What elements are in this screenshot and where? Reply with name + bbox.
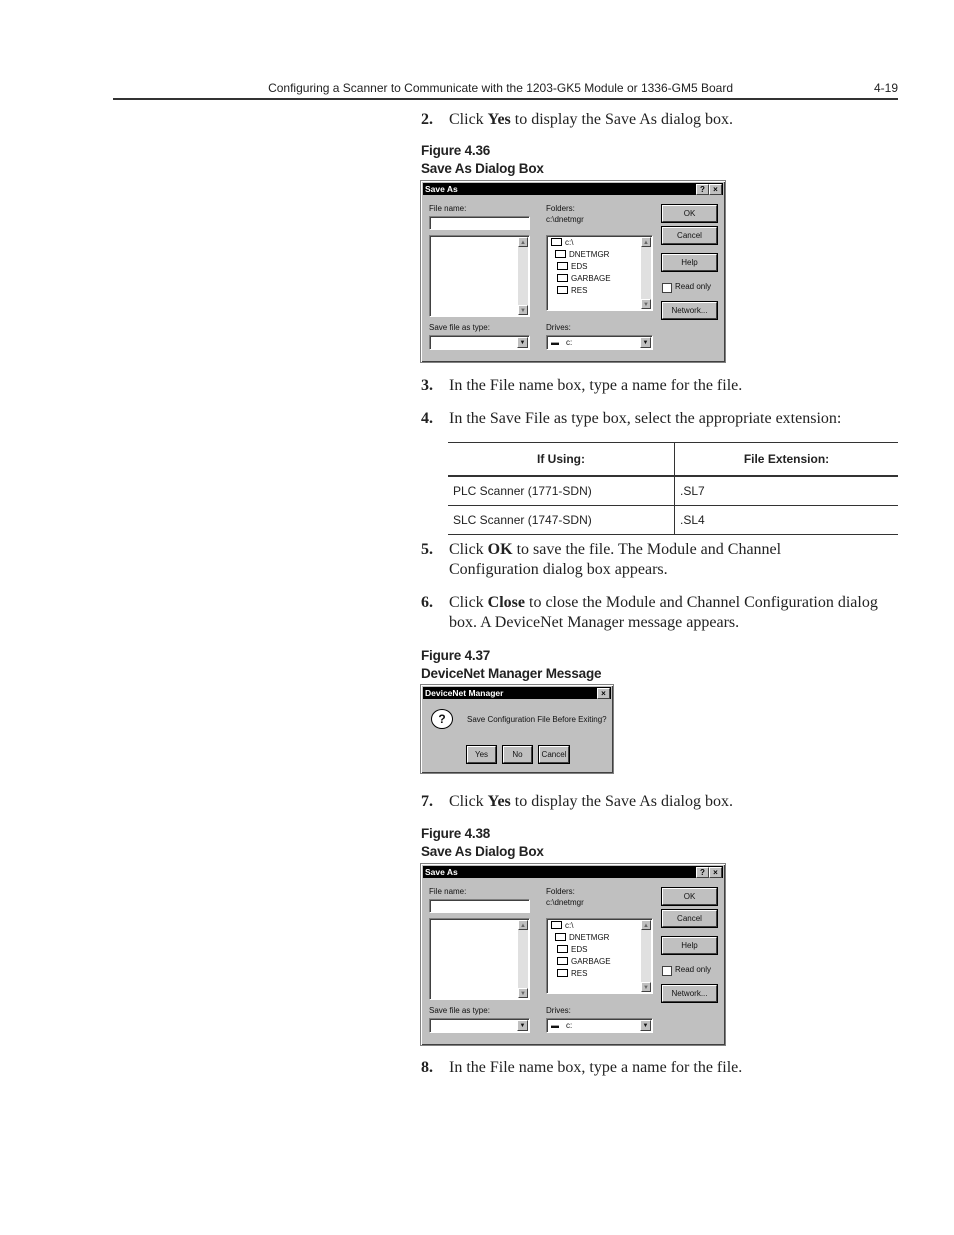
folder-item[interactable]: DNETMGR [555, 249, 609, 261]
figure-title: DeviceNet Manager Message [421, 666, 602, 681]
dialog-title: Save As [425, 867, 458, 877]
no-button[interactable]: No [503, 746, 532, 763]
folder-item[interactable]: DNETMGR [555, 932, 609, 944]
table-cell: SLC Scanner (1747-SDN) [448, 506, 675, 535]
file-name-input[interactable] [429, 899, 530, 913]
dialog-titlebar [423, 866, 723, 878]
dialog-title: Save As [425, 184, 458, 194]
table-cell: .SL4 [675, 506, 899, 535]
open-folder-icon [555, 933, 566, 941]
table-cell: .SL7 [675, 476, 899, 506]
file-list-scrollbar[interactable] [518, 237, 528, 315]
table-row [448, 506, 898, 535]
folder-item[interactable]: EDS [557, 261, 587, 273]
file-list[interactable] [429, 235, 530, 317]
drives-label: Drives: [546, 323, 571, 332]
save-as-dialog [420, 863, 726, 1046]
file-name-input[interactable] [429, 216, 530, 230]
chevron-down-icon[interactable]: ▼ [517, 1020, 528, 1031]
scroll-down-icon[interactable]: ▼ [518, 305, 528, 315]
open-folder-icon [555, 250, 566, 258]
save-as-dialog [420, 180, 726, 363]
open-folder-icon [551, 238, 562, 246]
step-number: 3. [421, 377, 433, 394]
help-title-button[interactable]: ? [696, 184, 709, 195]
current-path: c:\dnetmgr [546, 215, 584, 224]
running-header-title: Configuring a Scanner to Communicate with the 1203-GK5 Module or 1336-GM5 Board [268, 81, 733, 95]
file-list-scrollbar[interactable] [518, 920, 528, 998]
file-name-label: File name: [429, 887, 467, 896]
file-list[interactable] [429, 918, 530, 1000]
folders-label: Folders: [546, 887, 575, 896]
message-dialog [420, 684, 614, 774]
page-number: 4-19 [873, 81, 898, 95]
step-text: Click Close to close the Module and Channel Configuration dialog box. A DeviceNet Manager message appears. [449, 594, 878, 631]
folder-icon [557, 945, 568, 953]
folder-item[interactable]: EDS [557, 944, 587, 956]
scroll-up-icon[interactable]: ▲ [518, 920, 528, 930]
folder-list[interactable] [546, 235, 653, 311]
step-text: Click Yes to display the Save As dialog box. [449, 111, 733, 128]
extension-table [448, 442, 898, 535]
figure-title: Save As Dialog Box [421, 844, 544, 859]
read-only-label: Read only [675, 282, 712, 291]
step-5 [421, 540, 891, 580]
scroll-down-icon[interactable]: ▼ [641, 299, 651, 309]
column-header: File Extension: [675, 443, 899, 477]
network-button[interactable]: Network... [662, 302, 717, 319]
folder-item[interactable]: c:\ [551, 920, 573, 932]
figure-number: Figure 4.38 [421, 826, 491, 841]
step-6 [421, 593, 891, 633]
drive-value: c: [566, 1021, 573, 1030]
cancel-button[interactable]: Cancel [539, 746, 569, 763]
figure-caption [421, 825, 544, 861]
folder-icon [557, 957, 568, 965]
table-cell: PLC Scanner (1771-SDN) [448, 476, 675, 506]
file-name-label: File name: [429, 204, 467, 213]
table-header-row [448, 443, 898, 477]
read-only-checkbox[interactable] [662, 283, 672, 293]
folder-item[interactable]: RES [557, 285, 587, 297]
folder-item[interactable]: RES [557, 968, 587, 980]
folder-item[interactable]: c:\ [551, 237, 573, 249]
drives-select[interactable] [546, 1018, 653, 1033]
scroll-up-icon[interactable]: ▲ [641, 920, 651, 930]
read-only-checkbox[interactable] [662, 966, 672, 976]
step-text: Click OK to save the file. The Module and Channel Configuration dialog box appears. [449, 541, 782, 578]
save-type-select[interactable] [429, 1018, 530, 1033]
step-number: 6. [421, 594, 433, 611]
save-type-label: Save file as type: [429, 1006, 490, 1015]
message-text: Save Configuration File Before Exiting? [467, 715, 607, 724]
drive-value: c: [566, 338, 573, 347]
question-icon: ? [431, 709, 453, 729]
figure-caption [421, 142, 544, 178]
step-number: 5. [421, 541, 433, 558]
dialog-title: DeviceNet Manager [425, 688, 504, 698]
step-number: 2. [421, 111, 433, 128]
folder-item[interactable]: GARBAGE [557, 273, 611, 285]
step-text: Click Yes to display the Save As dialog box. [449, 793, 733, 810]
drive-icon: ▬ [551, 338, 559, 347]
column-header: If Using: [448, 443, 675, 477]
network-button[interactable]: Network... [662, 985, 717, 1002]
chevron-down-icon[interactable]: ▼ [640, 1020, 651, 1031]
step-text: In the File name box, type a name for the file. [449, 1059, 743, 1076]
scroll-down-icon[interactable]: ▼ [518, 988, 528, 998]
folder-icon [557, 262, 568, 270]
step-number: 7. [421, 793, 433, 810]
help-button[interactable]: Help [662, 254, 717, 271]
step-number: 4. [421, 410, 433, 427]
chevron-down-icon[interactable]: ▼ [640, 337, 651, 348]
chevron-down-icon[interactable]: ▼ [517, 337, 528, 348]
step-text: In the Save File as type box, select the appropriate extension: [449, 410, 842, 427]
close-title-button[interactable]: × [709, 184, 722, 195]
ok-button[interactable]: OK [662, 205, 717, 222]
open-folder-icon [551, 921, 562, 929]
figure-number: Figure 4.36 [421, 143, 491, 158]
step-text: In the File name box, type a name for the file. [449, 377, 743, 394]
ok-button[interactable]: OK [662, 888, 717, 905]
close-title-button[interactable]: × [597, 688, 610, 699]
figure-caption [421, 647, 601, 683]
folder-icon [557, 286, 568, 294]
save-type-label: Save file as type: [429, 323, 490, 332]
help-button[interactable]: Help [662, 937, 717, 954]
folder-icon [557, 969, 568, 977]
drives-label: Drives: [546, 1006, 571, 1015]
drive-icon: ▬ [551, 1021, 559, 1030]
figure-title: Save As Dialog Box [421, 161, 544, 176]
folder-list[interactable] [546, 918, 653, 994]
folders-label: Folders: [546, 204, 575, 213]
help-title-button[interactable]: ? [696, 867, 709, 878]
step-number: 8. [421, 1059, 433, 1076]
scroll-down-icon[interactable]: ▼ [641, 982, 651, 992]
save-type-select[interactable] [429, 335, 530, 350]
current-path: c:\dnetmgr [546, 898, 584, 907]
cancel-button[interactable]: Cancel [662, 910, 717, 927]
folder-list-scrollbar[interactable] [641, 237, 651, 309]
cancel-button[interactable]: Cancel [662, 227, 717, 244]
drives-select[interactable] [546, 335, 653, 350]
scroll-up-icon[interactable]: ▲ [518, 237, 528, 247]
yes-button[interactable]: Yes [467, 746, 496, 763]
dialog-titlebar [423, 687, 611, 699]
dialog-titlebar [423, 183, 723, 195]
read-only-label: Read only [675, 965, 712, 974]
close-title-button[interactable]: × [709, 867, 722, 878]
folder-item[interactable]: GARBAGE [557, 956, 611, 968]
header-rule [113, 98, 898, 100]
scroll-up-icon[interactable]: ▲ [641, 237, 651, 247]
table-row [448, 476, 898, 506]
figure-number: Figure 4.37 [421, 648, 491, 663]
folder-icon [557, 274, 568, 282]
folder-list-scrollbar[interactable] [641, 920, 651, 992]
